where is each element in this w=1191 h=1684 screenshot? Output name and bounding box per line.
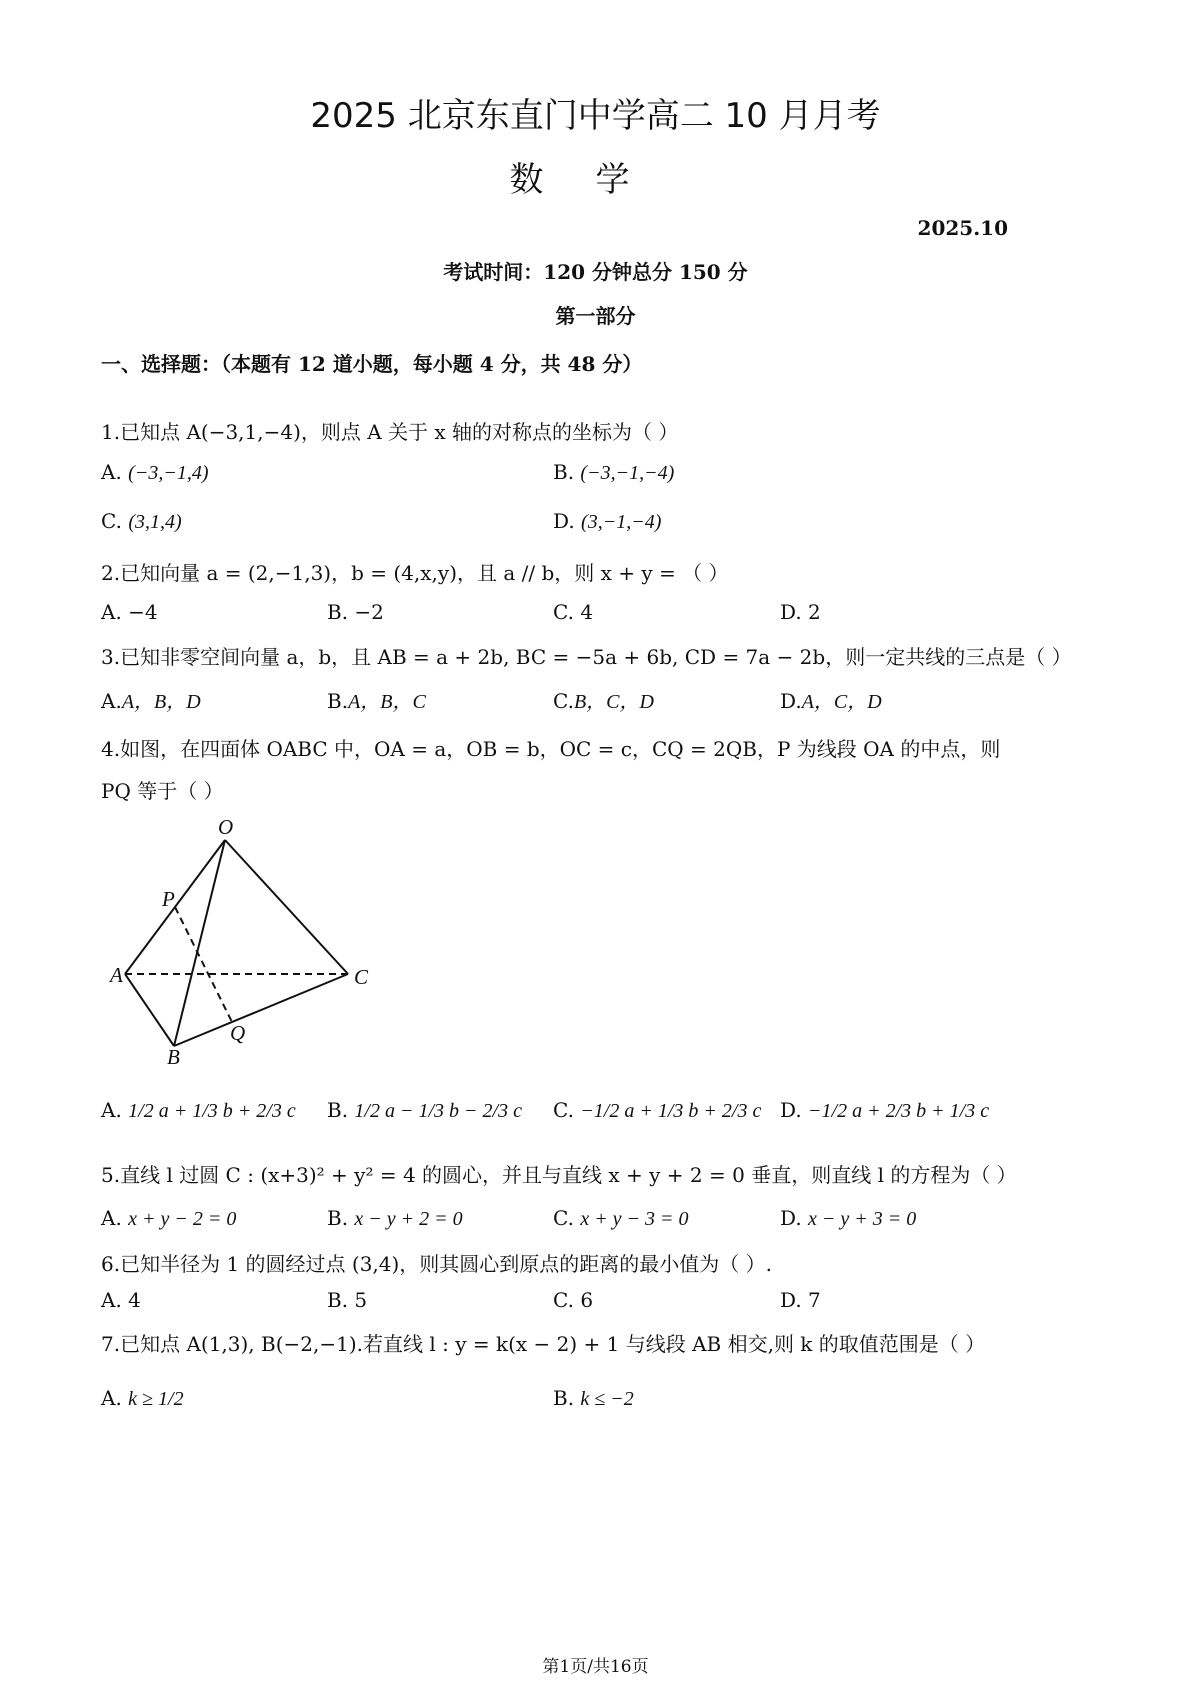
q2-option-c: C. 4	[553, 600, 594, 624]
question-4	[101, 728, 1001, 812]
q7-option-b: B. k ≤ −2	[553, 1386, 634, 1410]
question-number: 7.	[101, 1332, 121, 1356]
q6-option-c: C. 6	[553, 1288, 594, 1312]
q7-option-a: A. k ≥ 1/2	[101, 1386, 184, 1410]
question-text: 已知点 A(−3,1,−4)，则点 A 关于 x 轴的对称点的坐标为（ ）	[120, 420, 679, 444]
question-text: 已知非零空间向量 a，b，且 AB = a + 2b, BC = −5a + 6b, CD = 7a − 2b，则一定共线的三点是（ ）	[120, 645, 1072, 669]
q3-option-a: A.A，B，D	[101, 689, 201, 713]
question-number: 5.	[101, 1163, 121, 1187]
question-text: 已知点 A(1,3), B(−2,−1).若直线 l : y = k(x − 2) + 1 与线段 AB 相交,则 k 的取值范围是（ ）	[120, 1332, 986, 1356]
label-O: O	[218, 815, 234, 839]
question-5	[101, 1159, 1017, 1188]
q1-option-c: C. (3,1,4)	[101, 509, 182, 533]
q6-option-b: B. 5	[327, 1288, 368, 1312]
edge-OB	[174, 840, 225, 1046]
q2-option-a: A. −4	[101, 600, 158, 624]
label-A: A	[110, 963, 123, 987]
q1-option-b: B. (−3,−1,−4)	[553, 460, 675, 484]
label-Q: Q	[230, 1021, 246, 1045]
q3-option-b: B.A，B，C	[327, 689, 426, 713]
question-number: 3.	[101, 645, 121, 669]
exam-title: 2025 北京东直门中学高二 10 月月考	[310, 96, 881, 136]
question-text: 直线 l 过圆 C : (x+3)² + y² = 4 的圆心，并且与直线 x + y + 2 = 0 垂直，则直线 l 的方程为（ ）	[120, 1163, 1017, 1187]
question-text: 如图，在四面体 OABC 中，OA = a，OB = b，OC = c，CQ = 2QB，P 为线段 OA 的中点，则 PQ 等于（ ）	[101, 737, 1001, 803]
section-title: 一、选择题：（本题有 12 道小题，每小题 4 分，共 48 分）	[101, 352, 643, 376]
subject-text: 数学	[509, 160, 682, 200]
question-text: 已知半径为 1 的圆经过点 (3,4)，则其圆心到原点的距离的最小值为（ ）.	[120, 1252, 773, 1276]
edge-AB	[125, 974, 174, 1046]
question-number: 2.	[101, 561, 121, 585]
q5-option-d: D. x − y + 3 = 0	[780, 1206, 917, 1230]
q2-option-d: D. 2	[780, 600, 821, 624]
question-7	[101, 1328, 985, 1357]
page-number: 第1页/共16页	[542, 1657, 649, 1677]
label-B: B	[167, 1045, 180, 1069]
q4-option-a: A. 1/2 a + 1/3 b + 2/3 c	[101, 1098, 296, 1122]
edge-OC	[225, 840, 348, 974]
q4-option-b: B. 1/2 a − 1/3 b − 2/3 c	[327, 1098, 522, 1122]
question-text: 已知向量 a = (2,−1,3)，b = (4,x,y)，且 a // b，则 x + y = （ ）	[120, 561, 729, 585]
exam-info: 考试时间：120 分钟总分 150 分	[443, 260, 748, 284]
q6-option-d: D. 7	[780, 1288, 821, 1312]
q5-option-a: A. x + y − 2 = 0	[101, 1206, 237, 1230]
question-1	[101, 416, 678, 445]
q4-option-c: C. −1/2 a + 1/3 b + 2/3 c	[553, 1098, 762, 1122]
q2-option-b: B. −2	[327, 600, 384, 624]
part-title: 第一部分	[555, 304, 636, 328]
subject-title	[0, 152, 1191, 201]
q1-option-d: D. (3,−1,−4)	[553, 509, 662, 533]
q3-option-d: D.A，C，D	[780, 689, 882, 713]
question-number: 6.	[101, 1252, 121, 1276]
q5-option-b: B. x − y + 2 = 0	[327, 1206, 463, 1230]
question-number: 1.	[101, 420, 121, 444]
q5-option-c: C. x + y − 3 = 0	[553, 1206, 689, 1230]
exam-date: 2025.10	[917, 216, 1008, 240]
q1-option-a: A. (−3,−1,4)	[101, 460, 209, 484]
label-C: C	[354, 965, 369, 989]
q6-option-a: A. 4	[101, 1288, 141, 1312]
question-2	[101, 557, 729, 586]
q3-option-c: C.B，C，D	[553, 689, 654, 713]
tetrahedron-figure	[100, 812, 390, 1072]
question-6	[101, 1248, 772, 1277]
question-3	[101, 641, 1072, 670]
question-number: 4.	[101, 737, 121, 761]
edge-BC	[174, 974, 348, 1046]
label-P: P	[162, 887, 175, 911]
q4-option-d: D. −1/2 a + 2/3 b + 1/3 c	[780, 1098, 990, 1122]
